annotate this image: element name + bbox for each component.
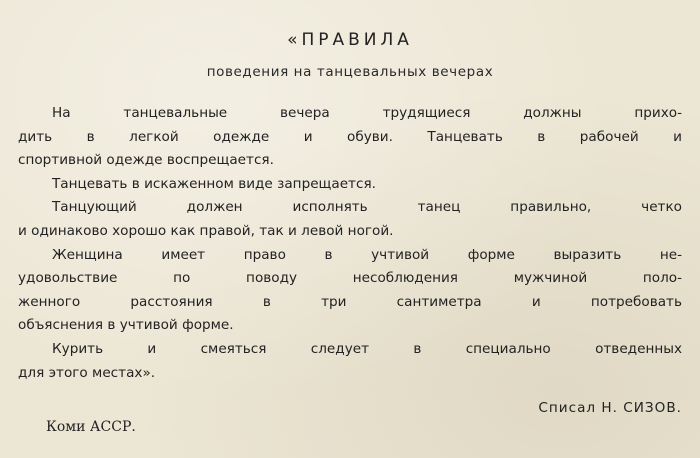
text-line: Танцевать в искаженном виде запрещается. xyxy=(52,175,376,192)
text-line: и одинаково хорошо как правой, так и левой ногой. xyxy=(18,222,394,239)
text-line: женного расстояния в три сантиметра и потребовать xyxy=(18,293,682,310)
text-line: Курить и смеяться следует в специально отведенных xyxy=(52,340,682,357)
signature: Списал Н. СИЗОВ. xyxy=(538,400,682,416)
text-line: Женщина имеет право в учтивой форме выразить не- xyxy=(52,246,682,263)
place-label: Коми АССР. xyxy=(46,419,136,435)
text-line: для этого местах». xyxy=(18,364,156,381)
document-subtitle: поведения на танцевальных вечерах xyxy=(206,64,494,80)
text-line: Танцующий должен исполнять танец правильно, четко xyxy=(52,199,682,216)
text-line: На танцевальные вечера трудящиеся должны прихо- xyxy=(52,105,682,121)
document-title: «ПРАВИЛА xyxy=(287,30,413,50)
rules-text xyxy=(18,102,682,385)
text-line: спортивной одежде воспрещается. xyxy=(18,152,274,169)
text-line: объяснения в учтивой форме. xyxy=(18,317,234,334)
text-line: удовольствие по поводу несоблюдения мужчиной поло- xyxy=(18,270,682,287)
text-line: дить в легкой одежде и обуви. Танцевать в рабочей и xyxy=(18,128,682,145)
